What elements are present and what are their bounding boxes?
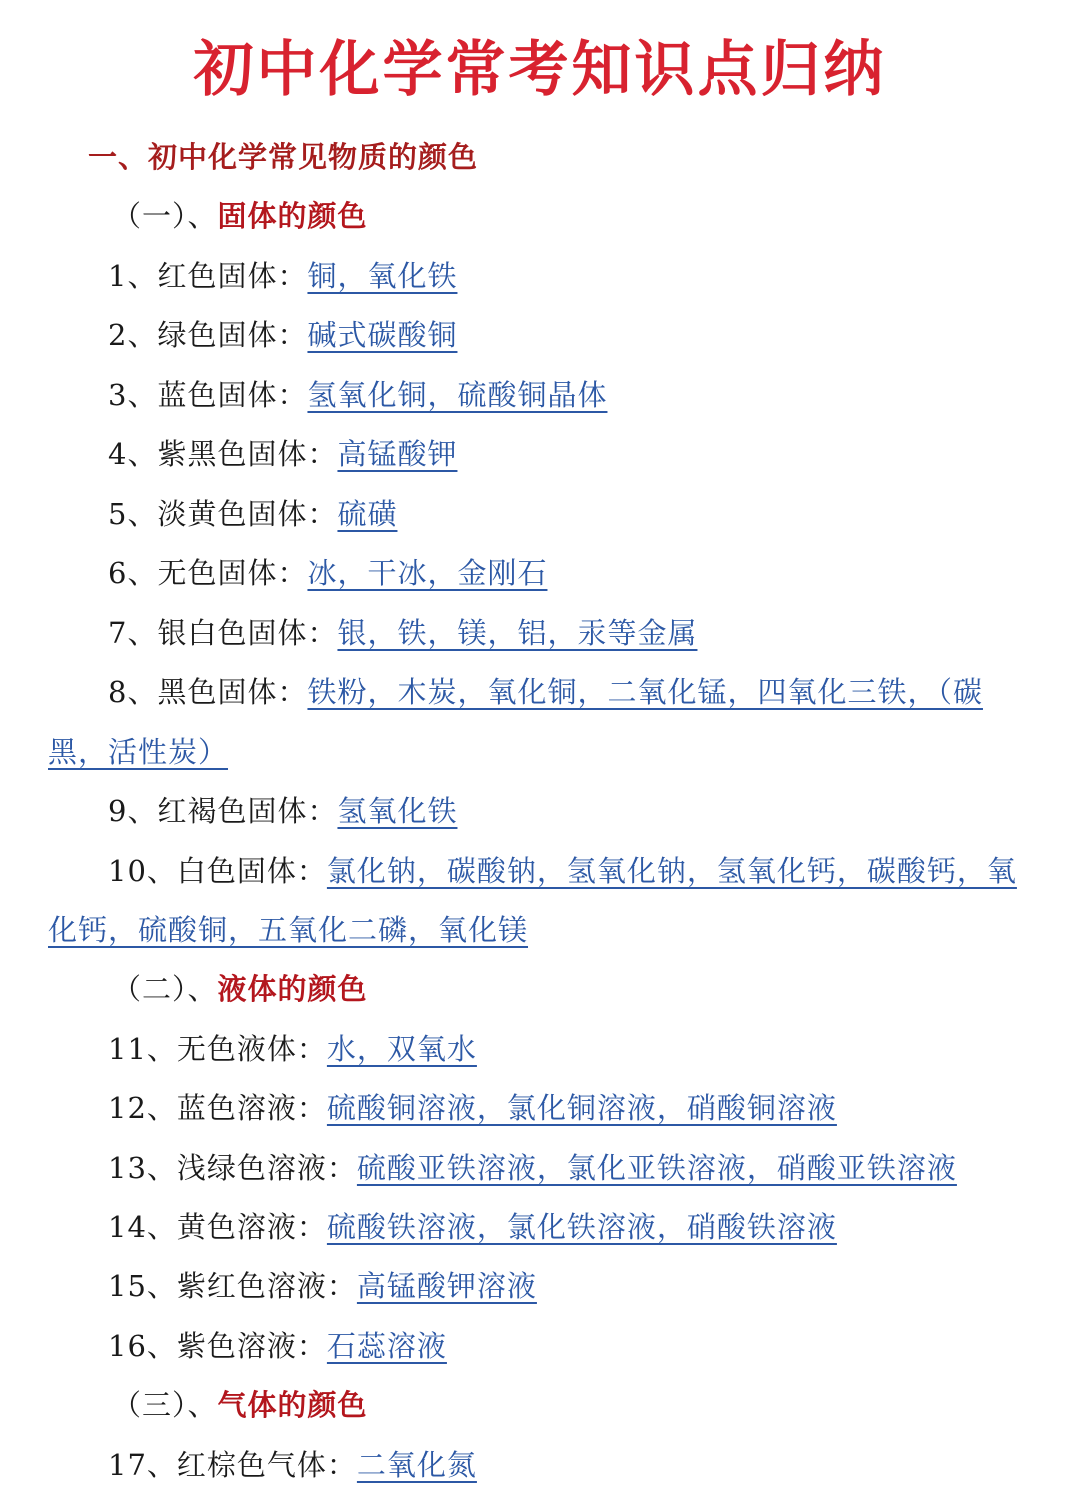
item-label: 12、蓝色溶液： [108, 1091, 327, 1125]
list-item [108, 553, 547, 593]
subsection-heading-solid [112, 196, 368, 236]
list-item [108, 256, 457, 296]
item-value: 水，双氧水 [326, 1032, 477, 1066]
list-item [108, 1266, 537, 1306]
item-value: 冰，干冰，金刚石 [307, 556, 548, 590]
list-item [108, 1326, 447, 1366]
item-value: 硫磺 [337, 497, 398, 531]
list-item [108, 851, 1017, 891]
item-value: 氯化钠，碳酸钠，氢氧化钠，氢氧化钙，碳酸钙，氧 [326, 854, 1017, 888]
item-label: 14、黄色溶液： [108, 1210, 327, 1244]
item-value: 高锰酸钾 [337, 437, 458, 471]
item-label: 1、红色固体： [108, 259, 308, 293]
list-item [108, 613, 697, 653]
item-label: 4、紫黑色固体： [108, 437, 338, 471]
list-item [108, 1207, 837, 1247]
list-item [108, 1445, 477, 1485]
item-label: 16、紫色溶液： [108, 1329, 327, 1363]
list-item [108, 494, 397, 534]
subsection-heading-gas [112, 1385, 368, 1425]
item-value: 银，铁，镁，铝，汞等金属 [337, 616, 698, 650]
list-item [108, 1148, 957, 1188]
subsection-title: 液体的颜色 [217, 972, 368, 1006]
subsection-number: （三）、 [112, 1388, 218, 1422]
item-label: 15、紫红色溶液： [108, 1269, 357, 1303]
item-value-continued: 化钙，硫酸铜，五氧化二磷，氧化镁 [48, 913, 529, 947]
item-label: 10、白色固体： [108, 854, 327, 888]
item-label: 6、无色固体： [108, 556, 308, 590]
item-value: 铜，氧化铁 [307, 259, 458, 293]
section-heading: 一、初中化学常见物质的颜色 [88, 140, 479, 174]
item-label: 2、绿色固体： [108, 318, 308, 352]
item-label: 17、红棕色气体： [108, 1448, 357, 1482]
list-item [108, 1088, 837, 1128]
list-item-continuation [48, 732, 228, 772]
item-label: 7、银白色固体： [108, 616, 338, 650]
list-item-continuation [48, 910, 528, 950]
subsection-title: 气体的颜色 [217, 1388, 368, 1422]
item-value-continued: 黑，活性炭） [48, 735, 229, 769]
item-value: 氢氧化铁 [337, 794, 458, 828]
subsection-number: （一）、 [112, 199, 218, 233]
page-title: 初中化学常考知识点归纳 [193, 35, 887, 105]
item-label: 3、蓝色固体： [108, 378, 308, 412]
item-label: 8、黑色固体： [108, 675, 308, 709]
subsection-heading-liquid [112, 969, 368, 1009]
list-item [108, 672, 983, 712]
subsection-number: （二）、 [112, 972, 218, 1006]
item-value: 碱式碳酸铜 [307, 318, 458, 352]
item-label: 11、无色液体： [108, 1032, 327, 1066]
list-item [108, 434, 457, 474]
item-value: 二氧化氮 [356, 1448, 477, 1482]
list-item [108, 791, 457, 831]
item-value: 高锰酸钾溶液 [356, 1269, 537, 1303]
subsection-title: 固体的颜色 [217, 199, 368, 233]
item-value: 硫酸铁溶液，氯化铁溶液，硝酸铁溶液 [326, 1210, 837, 1244]
item-value: 石蕊溶液 [326, 1329, 447, 1363]
item-label: 5、淡黄色固体： [108, 497, 338, 531]
item-label: 9、红褐色固体： [108, 794, 338, 828]
item-value: 铁粉，木炭，氧化铜，二氧化锰，四氧化三铁，（碳 [307, 675, 983, 709]
list-item [108, 1029, 477, 1069]
list-item [108, 375, 607, 415]
item-value: 硫酸亚铁溶液，氯化亚铁溶液，硝酸亚铁溶液 [356, 1151, 957, 1185]
item-label: 13、浅绿色溶液： [108, 1151, 357, 1185]
item-value: 硫酸铜溶液，氯化铜溶液，硝酸铜溶液 [326, 1091, 837, 1125]
item-value: 氢氧化铜，硫酸铜晶体 [307, 378, 608, 412]
list-item [108, 315, 457, 355]
